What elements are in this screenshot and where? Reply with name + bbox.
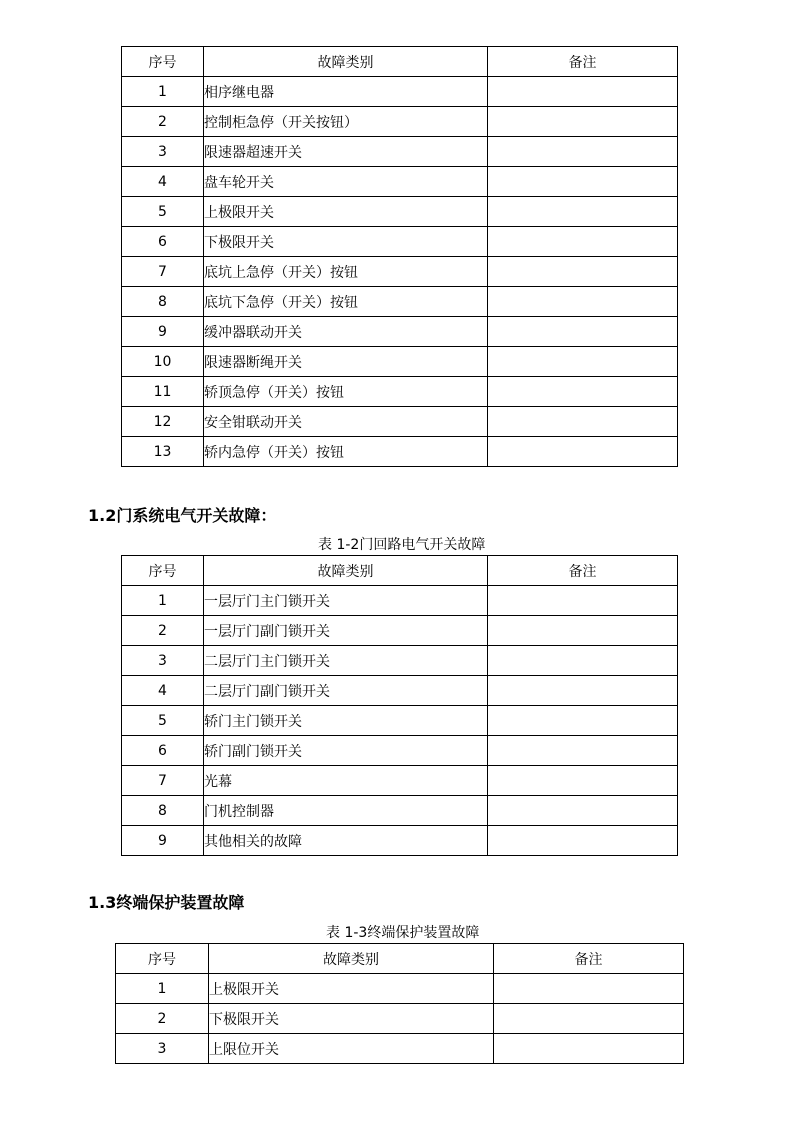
row-no: 1: [122, 586, 204, 616]
table-row: [122, 796, 678, 826]
header-category: 故障类别: [204, 47, 488, 77]
table-header-row: [116, 944, 684, 974]
row-note: [488, 706, 678, 736]
row-category: 下极限开关: [204, 227, 488, 257]
table-row: [116, 1034, 684, 1064]
row-no: 5: [122, 706, 204, 736]
row-no: 12: [122, 407, 204, 437]
row-note: [488, 137, 678, 167]
row-category: 光幕: [204, 766, 488, 796]
row-note: [494, 974, 684, 1004]
table-row: [122, 766, 678, 796]
header-note: 备注: [494, 944, 684, 974]
row-note: [494, 1004, 684, 1034]
row-note: [488, 616, 678, 646]
row-category: 安全钳联动开关: [204, 407, 488, 437]
row-note: [488, 377, 678, 407]
row-category: 二层厅门主门锁开关: [204, 646, 488, 676]
row-no: 5: [122, 197, 204, 227]
table-row: [122, 227, 678, 257]
table-row: [122, 736, 678, 766]
table-row: [122, 167, 678, 197]
row-category: 控制柜急停（开关按钮）: [204, 107, 488, 137]
table-row: [122, 287, 678, 317]
row-no: 8: [122, 796, 204, 826]
row-no: 3: [116, 1034, 209, 1064]
table-row: [122, 377, 678, 407]
header-category: 故障类别: [209, 944, 494, 974]
row-category: 底坑上急停（开关）按钮: [204, 257, 488, 287]
row-category: 轿门副门锁开关: [204, 736, 488, 766]
row-note: [488, 107, 678, 137]
row-no: 8: [122, 287, 204, 317]
row-category: 轿顶急停（开关）按钮: [204, 377, 488, 407]
row-note: [488, 796, 678, 826]
table-row: [122, 706, 678, 736]
row-no: 9: [122, 826, 204, 856]
row-note: [488, 347, 678, 377]
row-note: [494, 1034, 684, 1064]
row-no: 1: [122, 77, 204, 107]
row-no: 11: [122, 377, 204, 407]
row-no: 4: [122, 167, 204, 197]
row-note: [488, 676, 678, 706]
row-category: 上极限开关: [209, 974, 494, 1004]
row-no: 2: [122, 616, 204, 646]
section-heading-1-2: 1.2门系统电气开关故障：: [88, 506, 277, 525]
row-note: [488, 197, 678, 227]
table-caption-1-3: 表 1-3终端保护装置故障: [326, 925, 480, 941]
row-no: 6: [122, 736, 204, 766]
row-no: 13: [122, 437, 204, 467]
fault-table-1: [121, 46, 678, 467]
section-heading-1-3: 1.3终端保护装置故障: [88, 893, 245, 912]
row-category: 一层厅门副门锁开关: [204, 616, 488, 646]
row-no: 9: [122, 317, 204, 347]
fault-table-3: [115, 943, 684, 1064]
row-category: 上限位开关: [209, 1034, 494, 1064]
row-category: 限速器断绳开关: [204, 347, 488, 377]
table-header-row: [122, 47, 678, 77]
table-row: [122, 317, 678, 347]
row-category: 底坑下急停（开关）按钮: [204, 287, 488, 317]
row-category: 盘车轮开关: [204, 167, 488, 197]
table-caption-1-2: 表 1-2门回路电气开关故障: [318, 537, 486, 553]
row-note: [488, 317, 678, 347]
row-note: [488, 586, 678, 616]
header-note: 备注: [488, 47, 678, 77]
row-no: 4: [122, 676, 204, 706]
row-note: [488, 257, 678, 287]
row-note: [488, 77, 678, 107]
row-no: 2: [122, 107, 204, 137]
row-note: [488, 437, 678, 467]
row-note: [488, 227, 678, 257]
row-no: 7: [122, 257, 204, 287]
row-note: [488, 736, 678, 766]
row-category: 轿内急停（开关）按钮: [204, 437, 488, 467]
table-row: [122, 197, 678, 227]
row-note: [488, 167, 678, 197]
row-note: [488, 766, 678, 796]
header-category: 故障类别: [204, 556, 488, 586]
row-no: 3: [122, 646, 204, 676]
row-category: 上极限开关: [204, 197, 488, 227]
table-row: [122, 137, 678, 167]
row-category: 门机控制器: [204, 796, 488, 826]
row-no: 10: [122, 347, 204, 377]
row-category: 相序继电器: [204, 77, 488, 107]
table-row: [122, 347, 678, 377]
row-category: 下极限开关: [209, 1004, 494, 1034]
row-category: 缓冲器联动开关: [204, 317, 488, 347]
table-row: [122, 676, 678, 706]
table-row: [116, 974, 684, 1004]
table-row: [122, 77, 678, 107]
row-no: 7: [122, 766, 204, 796]
table-row: [122, 616, 678, 646]
table-header-row: [122, 556, 678, 586]
row-no: 1: [116, 974, 209, 1004]
table-row: [122, 107, 678, 137]
table-row: [116, 1004, 684, 1034]
row-category: 其他相关的故障: [204, 826, 488, 856]
table-row: [122, 407, 678, 437]
table-row: [122, 437, 678, 467]
header-no: 序号: [116, 944, 209, 974]
row-category: 限速器超速开关: [204, 137, 488, 167]
table-row: [122, 646, 678, 676]
row-note: [488, 407, 678, 437]
row-no: 3: [122, 137, 204, 167]
table-row: [122, 586, 678, 616]
header-no: 序号: [122, 47, 204, 77]
row-note: [488, 287, 678, 317]
fault-table-2: [121, 555, 678, 856]
row-no: 2: [116, 1004, 209, 1034]
row-note: [488, 646, 678, 676]
header-no: 序号: [122, 556, 204, 586]
row-category: 一层厅门主门锁开关: [204, 586, 488, 616]
header-note: 备注: [488, 556, 678, 586]
table-row: [122, 826, 678, 856]
row-category: 轿门主门锁开关: [204, 706, 488, 736]
row-category: 二层厅门副门锁开关: [204, 676, 488, 706]
table-row: [122, 257, 678, 287]
row-note: [488, 826, 678, 856]
row-no: 6: [122, 227, 204, 257]
